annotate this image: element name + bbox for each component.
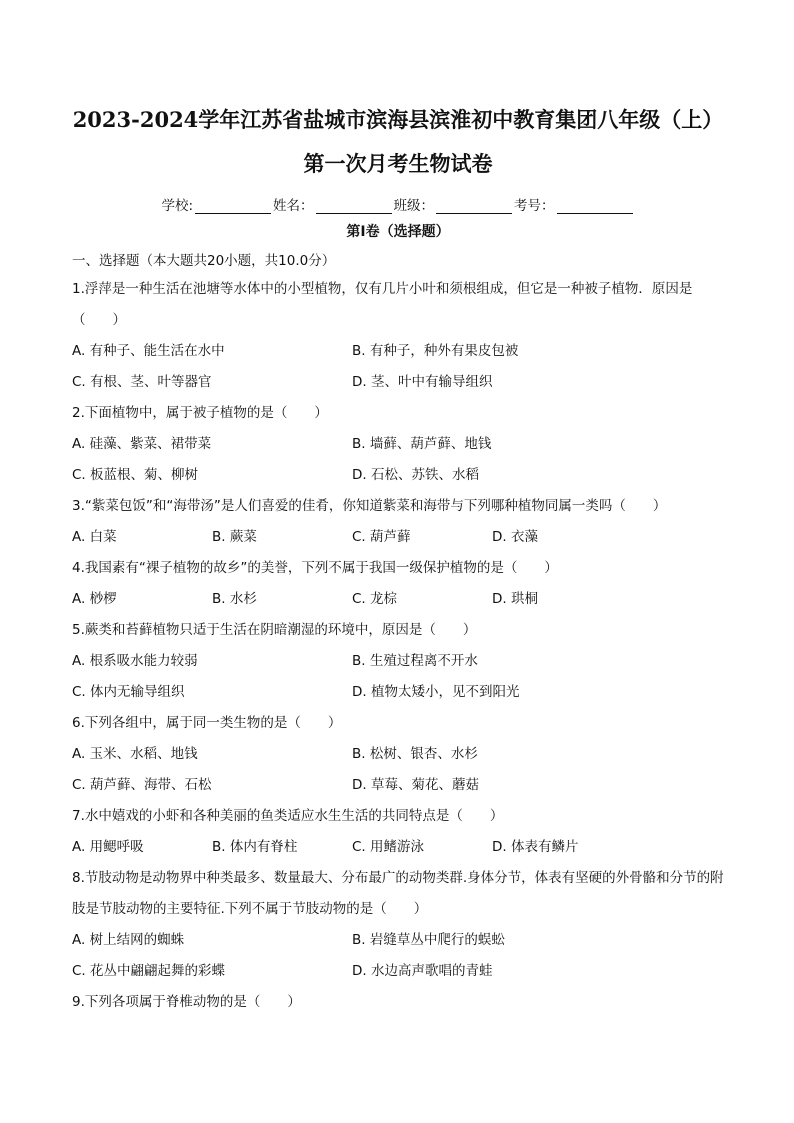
student-info-row	[72, 190, 724, 214]
part-title: 第I卷（选择题）	[346, 224, 450, 240]
question-stem: 3.“紫菜包饭”和“海带汤”是人们喜爱的佳肴，你知道紫菜和海带与下列哪种植物同属一类吗（ ）	[72, 498, 667, 514]
option: B. 体内有脊柱	[212, 839, 298, 855]
option: C. 有根、茎、叶等器官	[72, 374, 212, 390]
option: B. 生殖过程离不开水	[352, 653, 478, 669]
option: D. 草莓、菊花、蘑菇	[352, 777, 479, 793]
option: B. 水杉	[212, 591, 257, 607]
option: A. 硅藻、紫菜、裙带菜	[72, 436, 212, 452]
option: A. 桫椤	[72, 591, 117, 607]
question	[72, 274, 724, 398]
question	[72, 708, 724, 801]
option: C. 用鳍游泳	[352, 839, 425, 855]
question-stem: 8.节肢动物是动物界中种类最多、数量最大、分布最广的动物类群.身体分节，体表有坚硬的外骨骼和分节的附肢是节肢动物的主要特征.下列不属于节肢动物的是（ ）	[72, 870, 724, 917]
option: B. 松树、银杏、水杉	[352, 746, 478, 762]
name-field	[273, 194, 394, 214]
exam-no-blank[interactable]	[557, 199, 633, 214]
question	[72, 615, 724, 708]
options-row	[72, 956, 724, 987]
options-row	[72, 336, 724, 367]
options-row	[72, 677, 724, 708]
question-stem: 2.下面植物中，属于被子植物的是（ ）	[72, 405, 328, 421]
options-row	[72, 367, 724, 398]
option: B. 墙藓、葫芦藓、地钱	[352, 436, 492, 452]
option: C. 龙棕	[352, 591, 398, 607]
options-row	[72, 925, 724, 956]
question-stem: 4.我国素有“裸子植物的故乡”的美誉，下列不属于我国一级保护植物的是（ ）	[72, 560, 558, 576]
options-row	[72, 832, 724, 863]
options-row	[72, 522, 724, 553]
option: C. 葫芦藓	[352, 529, 411, 545]
options-row	[72, 646, 724, 677]
question	[72, 801, 724, 863]
options-row	[72, 584, 724, 615]
question-stem: 5.蕨类和苔藓植物只适于生活在阴暗潮湿的环境中，原因是（ ）	[72, 622, 477, 638]
school-field	[161, 194, 273, 214]
option: D. 体表有鳞片	[492, 839, 579, 855]
class-label: 班级：	[393, 198, 435, 214]
option: B. 岩缝草丛中爬行的蜈蚣	[352, 932, 505, 948]
question	[72, 863, 724, 987]
exam-title: 2023-2024学年江苏省盐城市滨海县滨淮初中教育集团八年级（上）第一次月考生物试卷	[72, 107, 724, 176]
option: D. 衣藻	[492, 529, 538, 545]
question-stem: 9.下列各项属于脊椎动物的是（ ）	[72, 994, 301, 1010]
option: C. 花丛中翩翩起舞的彩蝶	[72, 963, 226, 979]
school-blank[interactable]	[195, 199, 271, 214]
question-stem: 7.水中嬉戏的小虾和各种美丽的鱼类适应水生生活的共同特点是（ ）	[72, 808, 504, 824]
class-blank[interactable]	[436, 199, 512, 214]
option: D. 茎、叶中有输导组织	[352, 374, 493, 390]
option: A. 白菜	[72, 529, 117, 545]
option: C. 葫芦藓、海带、石松	[72, 777, 212, 793]
option: C. 体内无输导组织	[72, 684, 185, 700]
option: A. 有种子、能生活在水中	[72, 343, 225, 359]
option: A. 用鳃呼吸	[72, 839, 144, 855]
question-stem: 6.下列各组中，属于同一类生物的是（ ）	[72, 715, 342, 731]
question-list	[72, 274, 724, 1018]
question-stem: 1.浮萍是一种生活在池塘等水体中的小型植物，仅有几片小叶和须根组成，但它是一种被子植物．原因是（ ）	[72, 281, 693, 328]
options-row	[72, 739, 724, 770]
name-label: 姓名：	[273, 198, 314, 214]
name-blank[interactable]	[316, 199, 392, 214]
option: B. 蕨菜	[212, 529, 257, 545]
option: D. 石松、苏铁、水稻	[352, 467, 479, 483]
option: D. 植物太矮小，见不到阳光	[352, 684, 520, 700]
question	[72, 491, 724, 553]
exam-no-field	[514, 194, 635, 214]
option: C. 板蓝根、菊、柳树	[72, 467, 199, 483]
options-row	[72, 770, 724, 801]
school-label: 学校:	[161, 198, 194, 214]
options-row	[72, 460, 724, 491]
section-heading: 一、选择题（本大题共20小题，共10.0分）	[72, 253, 336, 269]
question	[72, 553, 724, 615]
option: D. 珙桐	[492, 591, 538, 607]
exam-page	[72, 98, 724, 1018]
question	[72, 398, 724, 491]
option: A. 玉米、水稻、地钱	[72, 746, 198, 762]
option: B. 有种子，种外有果皮包被	[352, 343, 519, 359]
option: A. 树上结网的蜘蛛	[72, 932, 185, 948]
question	[72, 987, 724, 1018]
option: A. 根系吸水能力较弱	[72, 653, 198, 669]
options-row	[72, 429, 724, 460]
option: D. 水边高声歌唱的青蛙	[352, 963, 493, 979]
exam-no-label: 考号：	[514, 198, 555, 214]
class-field	[394, 194, 515, 214]
